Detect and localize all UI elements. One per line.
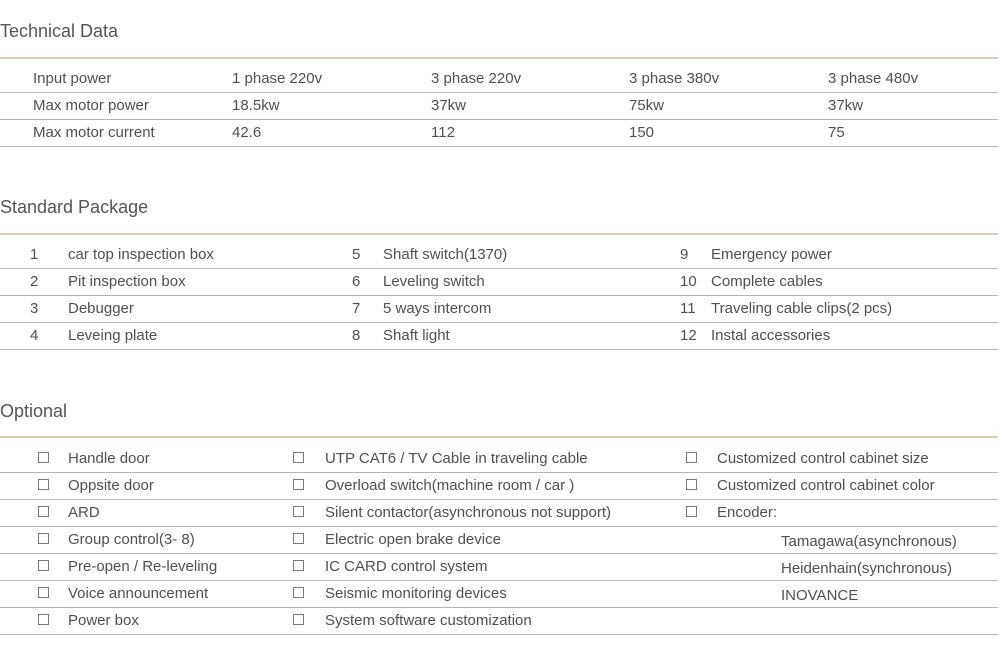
spec-label-cell: Max motor current [33, 124, 155, 141]
option-label: Silent contactor(asynchronous not support) [325, 504, 611, 521]
spec-3-phase-380v-cell: 150 [629, 124, 655, 141]
option-checkbox[interactable] [38, 560, 49, 571]
option-checkbox[interactable] [38, 506, 49, 517]
item-label: Instal accessories [711, 327, 831, 344]
item-label: Pit inspection box [68, 273, 186, 290]
list-row [0, 322, 998, 350]
spec-1-phase-220v-cell: 18.5kw [232, 97, 280, 114]
option-checkbox[interactable] [38, 452, 49, 463]
standard-package-title: Standard Package [0, 197, 149, 217]
option-checkbox[interactable] [293, 587, 304, 598]
spec-3-phase-220v-cell: 3 phase 220v [431, 70, 522, 87]
spec-3-phase-380v-cell: 3 phase 380v [629, 70, 720, 87]
option-label: IC CARD control system [325, 558, 488, 575]
encoder-option-label: Heidenhain(synchronous) [781, 560, 952, 577]
option-label: System software customization [325, 612, 532, 629]
spec-3-phase-220v-cell: 112 [431, 124, 455, 141]
table-row [0, 119, 998, 147]
option-checkbox[interactable] [686, 506, 697, 517]
item-number: 7 [352, 300, 361, 317]
option-label: Group control(3- 8) [68, 531, 195, 548]
option-checkbox[interactable] [686, 479, 697, 490]
item-number: 2 [30, 273, 39, 290]
option-row [0, 607, 998, 635]
option-row [0, 526, 998, 554]
standard-package-divider [0, 233, 998, 235]
item-label: Shaft switch(1370) [383, 246, 508, 263]
option-label: Power box [68, 612, 139, 629]
option-label: Customized control cabinet size [717, 450, 929, 467]
option-row [0, 472, 998, 500]
item-label: Complete cables [711, 273, 823, 290]
option-checkbox[interactable] [38, 587, 49, 598]
option-checkbox[interactable] [38, 479, 49, 490]
option-checkbox[interactable] [686, 452, 697, 463]
technical-data-title: Technical Data [0, 21, 119, 41]
spec-3-phase-480v-cell: 37kw [828, 97, 864, 114]
item-number: 1 [30, 246, 39, 263]
option-checkbox[interactable] [293, 479, 304, 490]
item-label: Debugger [68, 300, 134, 317]
option-label: Customized control cabinet color [717, 477, 935, 494]
item-label: 5 ways intercom [383, 300, 492, 317]
item-number: 9 [680, 246, 689, 263]
list-row [0, 268, 998, 296]
spec-label-cell: Input power [33, 70, 112, 87]
item-number: 6 [352, 273, 361, 290]
item-label: Leveling switch [383, 273, 485, 290]
item-number: 3 [30, 300, 39, 317]
option-checkbox[interactable] [293, 452, 304, 463]
option-checkbox[interactable] [38, 533, 49, 544]
option-checkbox[interactable] [38, 614, 49, 625]
optional-divider [0, 436, 998, 438]
item-label: Emergency power [711, 246, 832, 263]
item-number: 8 [352, 327, 361, 344]
item-label: Traveling cable clips(2 pcs) [711, 300, 893, 317]
table-row [0, 65, 998, 93]
option-label: Overload switch(machine room / car ) [325, 477, 575, 494]
option-label: Pre-open / Re-leveling [68, 558, 218, 575]
spec-1-phase-220v-cell: 42.6 [232, 124, 262, 141]
option-label: Seismic monitoring devices [325, 585, 507, 602]
option-label: ARD [68, 504, 100, 521]
item-number: 12 [680, 327, 697, 344]
optional-title: Optional [0, 401, 68, 421]
encoder-option-label: Tamagawa(asynchronous) [781, 533, 957, 550]
spec-label-cell: Max motor power [33, 97, 149, 114]
option-checkbox[interactable] [293, 533, 304, 544]
option-label: Electric open brake device [325, 531, 501, 548]
item-label: car top inspection box [68, 246, 214, 263]
option-row [0, 499, 998, 527]
spec-3-phase-220v-cell: 37kw [431, 97, 467, 114]
table-row [0, 92, 998, 120]
spec-3-phase-380v-cell: 75kw [629, 97, 665, 114]
item-number: 5 [352, 246, 361, 263]
list-row [0, 295, 998, 323]
encoder-option-label: INOVANCE [781, 587, 859, 604]
technical-data-divider [0, 57, 998, 59]
option-label: UTP CAT6 / TV Cable in traveling cable [325, 450, 588, 467]
option-label: Voice announcement [68, 585, 209, 602]
item-label: Shaft light [383, 327, 450, 344]
option-label: Handle door [68, 450, 150, 467]
spec-3-phase-480v-cell: 3 phase 480v [828, 70, 919, 87]
item-number: 11 [680, 300, 696, 317]
item-number: 4 [30, 327, 39, 344]
list-row [0, 241, 998, 269]
option-checkbox[interactable] [293, 506, 304, 517]
option-label: Encoder: [717, 504, 778, 521]
spec-1-phase-220v-cell: 1 phase 220v [232, 70, 323, 87]
option-checkbox[interactable] [293, 614, 304, 625]
spec-3-phase-480v-cell: 75 [828, 124, 845, 141]
item-number: 10 [680, 273, 697, 290]
option-row [0, 445, 998, 473]
option-label: Oppsite door [68, 477, 154, 494]
item-label: Leveing plate [68, 327, 158, 344]
option-row [0, 553, 998, 581]
option-checkbox[interactable] [293, 560, 304, 571]
option-row [0, 580, 998, 608]
